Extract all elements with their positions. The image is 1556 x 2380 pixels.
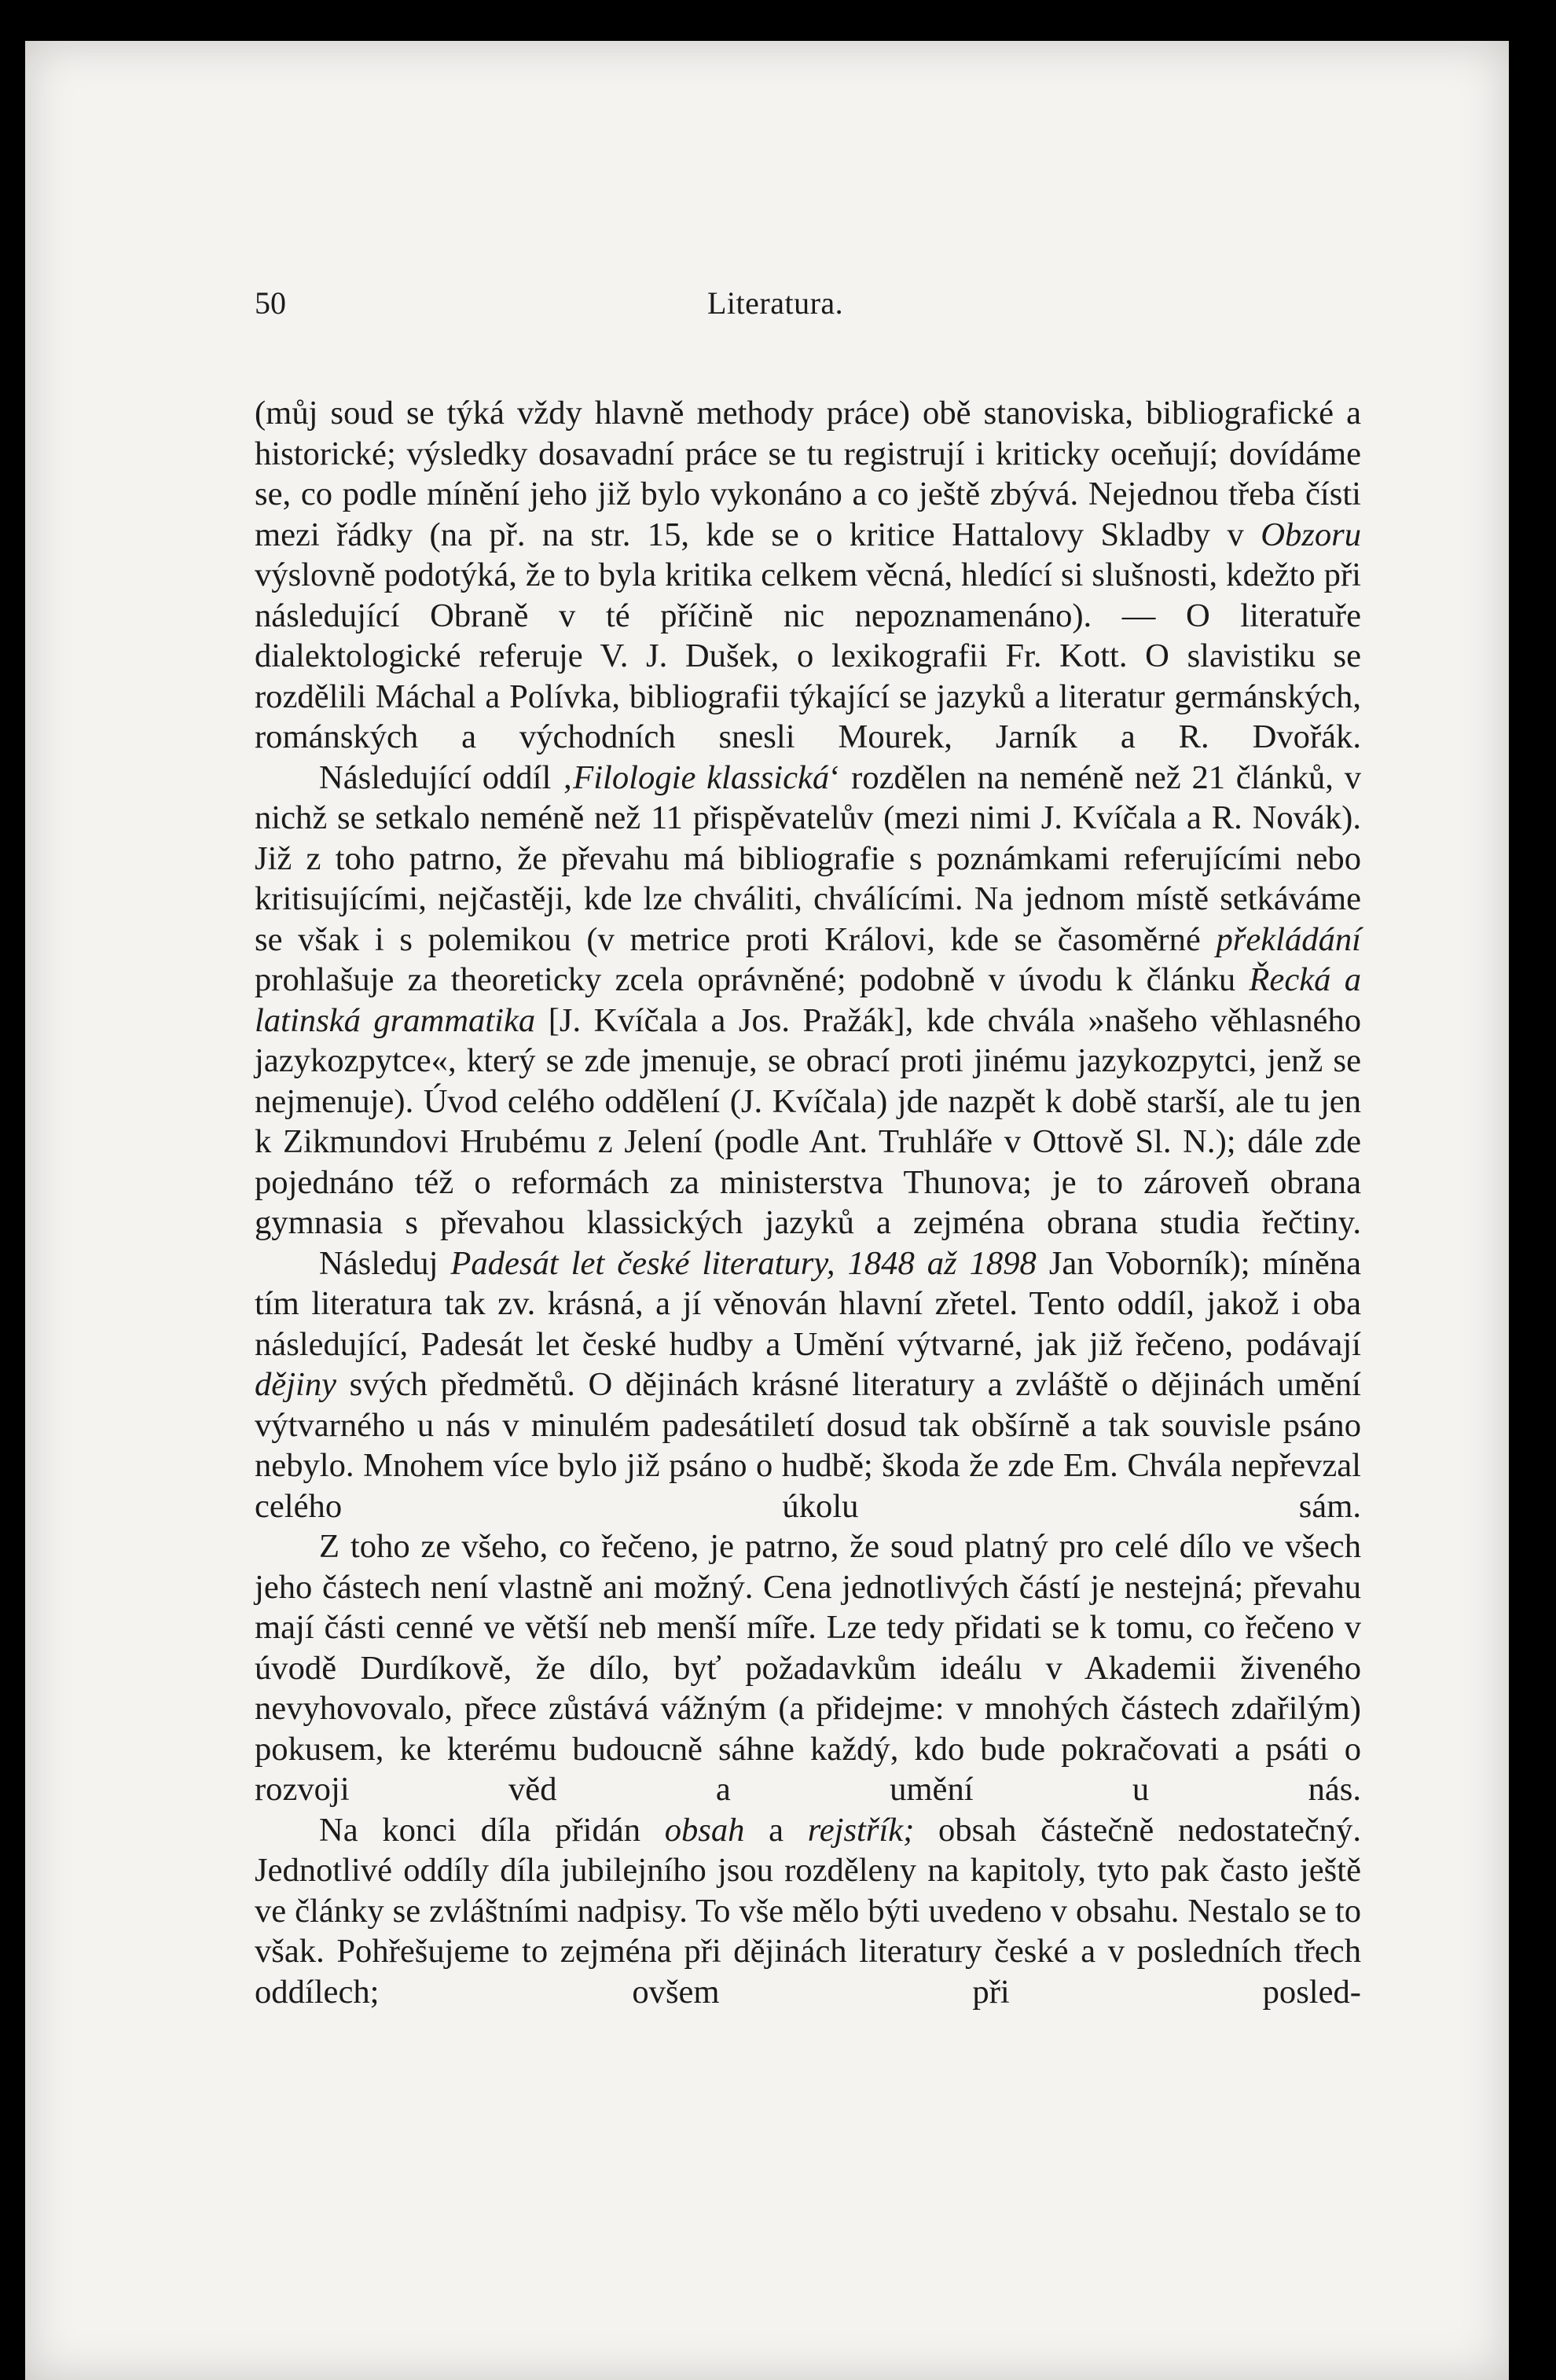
text-run: Z toho ze všeho, co řečeno, je patrno, že soud platný pro celé dílo ve všech jeho částech není vlastně ani možný. Cena jednotlivých částí je nestejná; převahu mají části cenné ve větší neb menší míře. Lze tedy přidati se k tomu, co řečeno v úvodě Durdíkově, že dílo, byť požadavkům ideálu v Akademii živeného nevyhovovalo, přece zůstává vážným (a přidejme: v mnohých částech zdařilým) pokusem, ke kterému budoucně sáhne každý, kdo bude pokračovati a psáti o rozvoji věd a umění u nás.: [255, 1528, 1361, 1808]
italic-text-run: obsah: [664, 1811, 745, 1849]
paragraph-3: [255, 1243, 1361, 1527]
italic-text-run: Padesát let české literatury, 1848 až 1898: [450, 1244, 1037, 1282]
text-run: Následující oddíl ‚: [319, 758, 574, 796]
text-run: prohlašuje za theoreticky zcela oprávněné; podobně v úvodu k článku: [255, 961, 1250, 998]
book-page: [25, 41, 1509, 2380]
italic-text-run: překládání: [1216, 920, 1361, 958]
italic-text-run: Řecká a latinská grammatika: [255, 961, 1361, 1039]
italic-text-run: rejstřík;: [807, 1811, 915, 1849]
text-run: [J. Kvíčala a Jos. Pražák], kde chvála »našeho věhlasného jazykozpytce«, který se zde jmenuje, se obrací proti jinému jazykozpytci, jenž se nejmenuje). Úvod celého oddělení (J. Kvíčala) jde nazpět k době starší, ale tu jen k Zikmundovi Hrubému z Jelení (podle Ant. Truhláře v Ottově Sl. N.); dále zde pojednáno též o reformách za ministerstva Thunova; je to zároveň obrana gymnasia s převahou klassických jazyků a zejména obrana studia řečtiny.: [255, 1001, 1361, 1241]
text-run: obsah částečně nedostatečný. Jednotlivé oddíly díla jubilejního jsou rozděleny na kapitoly, tyto pak často ještě ve články se zvláštními nadpisy. To vše mělo býti uvedeno v obsahu. Nestalo se to však. Pohřešujeme to zejména při dějinách literatury české a v posledních třech oddílech; ovšem při posled-: [255, 1811, 1362, 2011]
paragraph-2: [255, 758, 1361, 1243]
paragraph-4: [255, 1526, 1361, 1810]
page-number: 50: [255, 285, 286, 321]
text-run: (můj soud se týká vždy hlavně methody práce) obě stanoviska, bibliografické a historické; výsledky dosavadní práce se tu registrují i kriticky oceňují; dovídáme se, co podle mínění jeho již bylo vykonáno a co ještě zbývá. Nejednou třeba čísti mezi řádky (na př. na str. 15, kde se o kritice Hattalovy Skladby v: [255, 395, 1361, 553]
text-run: ‘ rozdělen na neméně než 21 článků, v nichž se setkalo neméně než 11 přispěvatelův (mezi nimi J. Kvíčala a R. Novák). Již z toho patrno, že převahu má bibliografie s poznámkami referujícími nebo kritisujícími, nejčastěji, kde lze chváliti, chválícími. Na jednom místě setkáváme se však i s polemikou (v metrice proti Královi, kde se časoměrné: [255, 758, 1361, 958]
italic-text-run: Obzoru: [1261, 516, 1361, 553]
body-text: [255, 393, 1361, 2012]
running-title: Literatura.: [707, 285, 844, 321]
text-run: svých předmětů. O dějinách krásné literatury a zvláště o dějinách umění výtvarného u nás v minulém padesátiletí dosud tak obšírně a tak souvisle psáno nebylo. Mnohem více bylo již psáno o hudbě; škoda že zde Em. Chvála nepřevzal celého úkolu sám.: [255, 1366, 1361, 1525]
text-run: Jan Voborník); míněna tím literatura tak zv. krásná, a jí věnován hlavní zřetel. Tento oddíl, jakož i oba následující, Padesát let české hudby a Umění výtvarné, jak již řečeno, podávají: [255, 1244, 1361, 1363]
text-run: Následuj: [319, 1244, 451, 1282]
paragraph-1: [255, 393, 1361, 758]
text-run: a: [744, 1811, 808, 1849]
italic-text-run: dějiny: [255, 1366, 337, 1403]
italic-text-run: Filologie klassická: [573, 758, 830, 796]
text-run: Na konci díla přidán: [319, 1811, 665, 1849]
text-run: výslovně podotýká, že to byla kritika celkem věcná, hledící si slušnosti, kdežto při následující Obraně v té příčině nic nepoznamenáno). — O literatuře dialektologické referuje V. J. Dušek, o lexikografii Fr. Kott. O slavistiku se rozdělili Máchal a Polívka, bibliografii týkající se jazyků a literatur germánských, románských a východních snesli Mourek, Jarník a R. Dvořák.: [255, 556, 1361, 755]
paragraph-5: [255, 1810, 1361, 2013]
page-header: [25, 277, 1509, 324]
